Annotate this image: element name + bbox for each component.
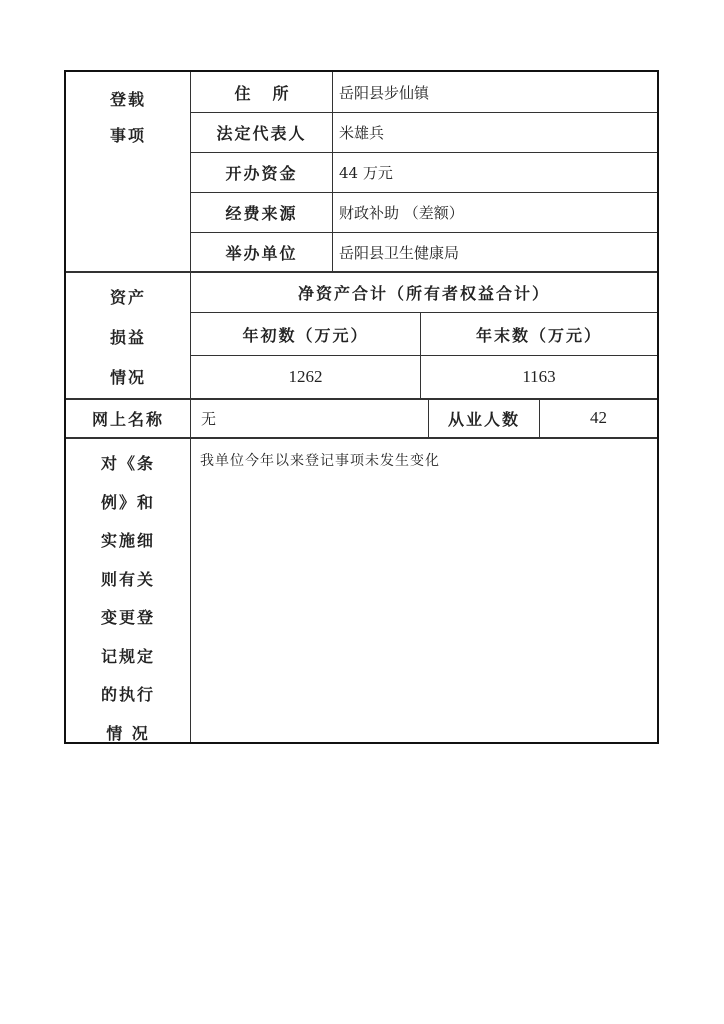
divider-changes-top [66, 437, 657, 439]
sponsor-unit-value: 岳阳县卫生健康局 [339, 243, 460, 262]
staff-count-label: 从业人数 [447, 409, 520, 429]
registration-section-label: 登载 事项 [109, 90, 146, 145]
registered-capital-value: 44 万元 [339, 164, 393, 182]
beginning-balance-label: 年初数（万元） [242, 325, 369, 345]
registered-capital-label: 开办资金 [225, 164, 298, 183]
beginning-balance-value: 1262 [288, 367, 323, 386]
funding-source-label: 经费来源 [225, 204, 298, 223]
registration-table [64, 70, 659, 744]
online-name-value: 无 [201, 409, 217, 428]
funding-source-value: 财政补助 （差额） [339, 204, 464, 222]
changes-col-divider [190, 438, 191, 742]
legal-representative-value: 米雄兵 [339, 124, 385, 142]
ending-balance-label: 年末数（万元） [475, 325, 602, 345]
ending-balance-value: 1163 [522, 367, 556, 386]
changes-description: 我单位今年以来登记事项未发生变化 [200, 453, 440, 469]
net-assets-header: 净资产合计（所有者权益合计） [297, 283, 550, 303]
address-label: 住所 [234, 83, 311, 103]
assets-section-label: 资产 损益 情况 [109, 288, 146, 387]
address-value: 岳阳县步仙镇 [339, 83, 430, 102]
legal-representative-label: 法定代表人 [216, 124, 307, 143]
sponsor-unit-label: 举办单位 [225, 243, 298, 263]
online-name-label: 网上名称 [91, 409, 164, 429]
staff-count-value: 42 [590, 408, 607, 427]
changes-section-label: 对《条 例》和 实施细 则有关 变更登 记规定 的执行 情 况 [100, 454, 155, 743]
